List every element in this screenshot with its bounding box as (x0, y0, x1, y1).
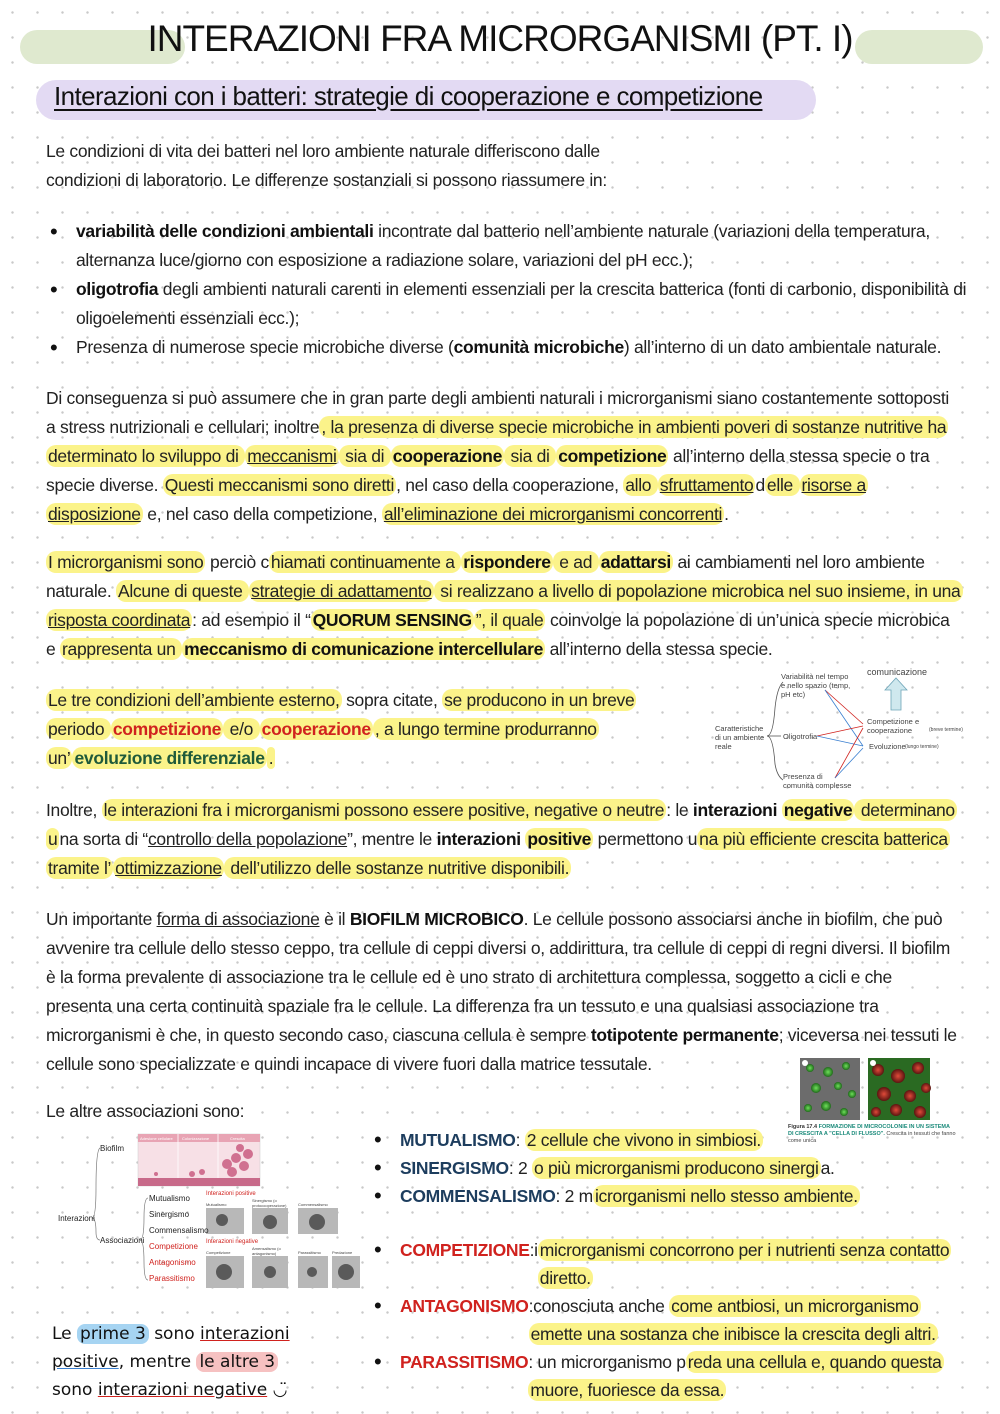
assoc-item-competizione: Competizione (149, 1242, 198, 1251)
diagram-short-term-label: (breve termine) (929, 727, 963, 733)
section-subtitle: Interazioni con i batteri: strategie di cooperazione e competizione (54, 81, 763, 111)
list-item: • SINERGISMO: 2 o più microrganismi producono sinergi a. (370, 1154, 970, 1182)
assoc-associations-label: Associazioni (100, 1236, 145, 1245)
list-item: • oligotrofia degli ambienti naturali carenti in elementi essenziali per la crescita batterica (fonti di carbonio, disponibilità di oligoelementi essenziali ecc.); (46, 275, 981, 333)
assoc-item-commensalismo: Commensalismo (149, 1226, 209, 1235)
diagram-mid-label: Oligotrofia (783, 732, 818, 741)
paragraph-interactions: Inoltre, le interazioni fra i microrganismi possono essere positive, negative o neutre : le interazioni negative determinano u na sorta di “controllo della popolazione”, mentre le interazioni positive permettono u na più efficiente crescita batterica tramite l’ ottimizzazione dell’utilizzo delle sostanze nutritive disponibili. (46, 800, 955, 878)
intro-line-1: Le condizioni di vita dei batteri nel loro ambiente naturale differiscono dalle (46, 141, 600, 161)
assoc-biofilm-label: Biofilm (100, 1144, 125, 1153)
diagram-bottom-label: Presenza di comunità complesse (783, 772, 852, 790)
assoc-root-label: Interazioni (58, 1214, 95, 1223)
diagram-left-label: Caratteristiche di un ambiente reale (715, 724, 765, 751)
other-associations-heading: Le altre associazioni sono: (46, 1101, 245, 1121)
paragraph-biofilm: Un importante forma di associazione è il BIOFILM MICROBICO. Le cellule possono associarsi anche in biofilm, che può avvenire tra cellule dello stesso ceppo, tra cellule di ceppi diversi o, addirittura, tra cellule di ceppi di regni diversi. Il biofilm è la forma prevalente di associazione tra le cellule ed è uno strato di architettura complessa, soggetto a cicli e che presenta una certa continuità spaziale fra le cellule. La differenza fra un tessuto e una qualsiasi associazione tra microrganismi è che, in questo secondo caso, ciascuna cellula è sempre totipotente permanente; viceversa nei tessuti le cellule sono specializzate e quindi incapace di vivere fuori dalla matrice tessutale. (46, 909, 957, 1074)
handwritten-line-3: sono interazioni negative ◡̈ (52, 1380, 288, 1400)
assoc-item-antagonismo: Antagonismo (149, 1258, 196, 1267)
diagram-communication-label: comunicazione (867, 667, 928, 677)
assoc-item-parassitismo: Parassitismo (149, 1274, 195, 1283)
intro-line-2: condizioni di laboratorio. Le differenze sostanziali si possono riassumere in: (46, 170, 607, 190)
negative-associations-list (370, 1236, 970, 1404)
paragraph-three-conditions: Le tre condizioni dell’ambiente esterno, sopra citate, se producono in un breve periodo competizione e/o cooperazione , a lungo termine produrranno un’ evoluzione differenziale . (48, 690, 635, 768)
assoc-negative-sub-2: Amensalismo (o antagonismo) (252, 1246, 281, 1256)
assoc-col3-label: Crescita (230, 1136, 245, 1141)
handwritten-line-2: positive, mentre le altre 3 (52, 1348, 352, 1376)
page-title: INTERAZIONI FRA MICRORGANISMI (PT. I) (147, 18, 853, 59)
biofilm-photo-pair (798, 1058, 948, 1120)
assoc-positive-header: Interazioni positive (206, 1191, 256, 1197)
associations-tree (52, 1128, 362, 1293)
list-item: • ANTAGONISMO :conosciuta anche come antbiosi, un microrganismo emette una sostanza che inibisce la crescita degli altri. (370, 1292, 970, 1348)
list-item: • Presenza di numerose specie microbiche diverse (comunità microbiche) all’interno di un dato ambientale naturale. (46, 333, 981, 362)
list-item: • MUTUALISMO: 2 cellule che vivono in simbiosi. (370, 1126, 970, 1154)
assoc-negative-header: Interazioni negative (206, 1239, 259, 1245)
assoc-negative-sub-3: Parassitismo (298, 1250, 321, 1255)
handwritten-line-1: Le prime 3 sono interazioni (52, 1324, 290, 1344)
associations-diagram (52, 1128, 362, 1293)
assoc-positive-sub-2: Sinergismo (o protocooperazione) (252, 1198, 287, 1208)
paragraph-stress: Di conseguenza si può assumere che in gran parte degli ambienti naturali i microrganismi siano costantemente sottoposti a stress nutrizionali e cellulari; inoltre , la presenza di diverse specie microbiche in ambienti poveri di sostanze nutritive ha determinato lo sviluppo di meccanismi sia di cooperazione sia di competizione all’interno della stessa specie o tra specie diverse. Questi meccanismi sono diretti , nel caso della cooperazione, allo sfruttamento d elle risorse a disposizione e, nel caso della competizione, all’eliminazione dei microrganismi concorrenti . (46, 388, 949, 524)
handwritten-note (52, 1320, 352, 1408)
list-item: • COMMENSALISMO: 2 m icrorganismi nello stesso ambiente. (370, 1182, 970, 1210)
figure-caption: Figura 17.4 FORMAZIONE DI MICROCOLONIE IN UN SISTEMA DI CRESCITA A "CELLA DI FLUSSO". Crescita in tessuti che fanno come unica (788, 1124, 956, 1144)
list-item: • COMPETIZIONE:i microrganismi concorrono per i nutrienti senza contatto diretto. (370, 1236, 970, 1292)
assoc-col1-label: Adesione cellulare (140, 1136, 173, 1141)
conditions-diagram (705, 668, 985, 790)
assoc-positive-sub-3: Commensalismo (298, 1202, 328, 1207)
diagram-top-label: Variabilità nel tempo e nello spazio (temp, pH etc) (781, 672, 851, 699)
assoc-negative-sub-1: Competizione (206, 1250, 231, 1255)
assoc-negative-sub-4: Predazione (332, 1250, 353, 1255)
paragraph-adaptation: I microrganismi sono perciò c hiamati continuamente a rispondere e ad adattarsi ai cambiamenti nel loro ambiente naturale. Alcune di queste strategie di adattamento si realizzano a livello di popolazione microbica nel suo insieme, in una risposta coordinata : ad esempio il “ QUORUM SENSING ”, il quale coinvolge la popolazione di un’unica specie microbica e rappresenta un meccanismo di comunicazione intercellulare all’interno della stessa specie. (46, 552, 961, 659)
diagram-long-term-label: (lungo termine) (905, 744, 939, 750)
list-item: • PARASSITISMO : un microrganismo p reda una cellula e, quando questa muore, fuoriesce da essa. (370, 1348, 970, 1404)
assoc-col2-label: Colonizzazione (182, 1136, 210, 1141)
diagram-competition-label: Competizione e cooperazione (867, 717, 920, 735)
diagram-evolution-label: Evoluzione (869, 742, 906, 751)
assoc-positive-sub-1: Mutualismo (206, 1202, 227, 1207)
assoc-item-sinergismo: Sinergismo (149, 1210, 190, 1219)
positive-associations-list (370, 1126, 970, 1210)
intro-paragraph (46, 137, 686, 195)
assoc-item-mutualismo: Mutualismo (149, 1194, 190, 1203)
conditions-list (46, 217, 981, 362)
list-item: • variabilità delle condizioni ambientali incontrate dal batterio nell’ambiente naturale (variazioni della temperatura, alternanza luce/giorno con esposizione a radiazione solare, variazioni del pH ecc.); (46, 217, 981, 275)
